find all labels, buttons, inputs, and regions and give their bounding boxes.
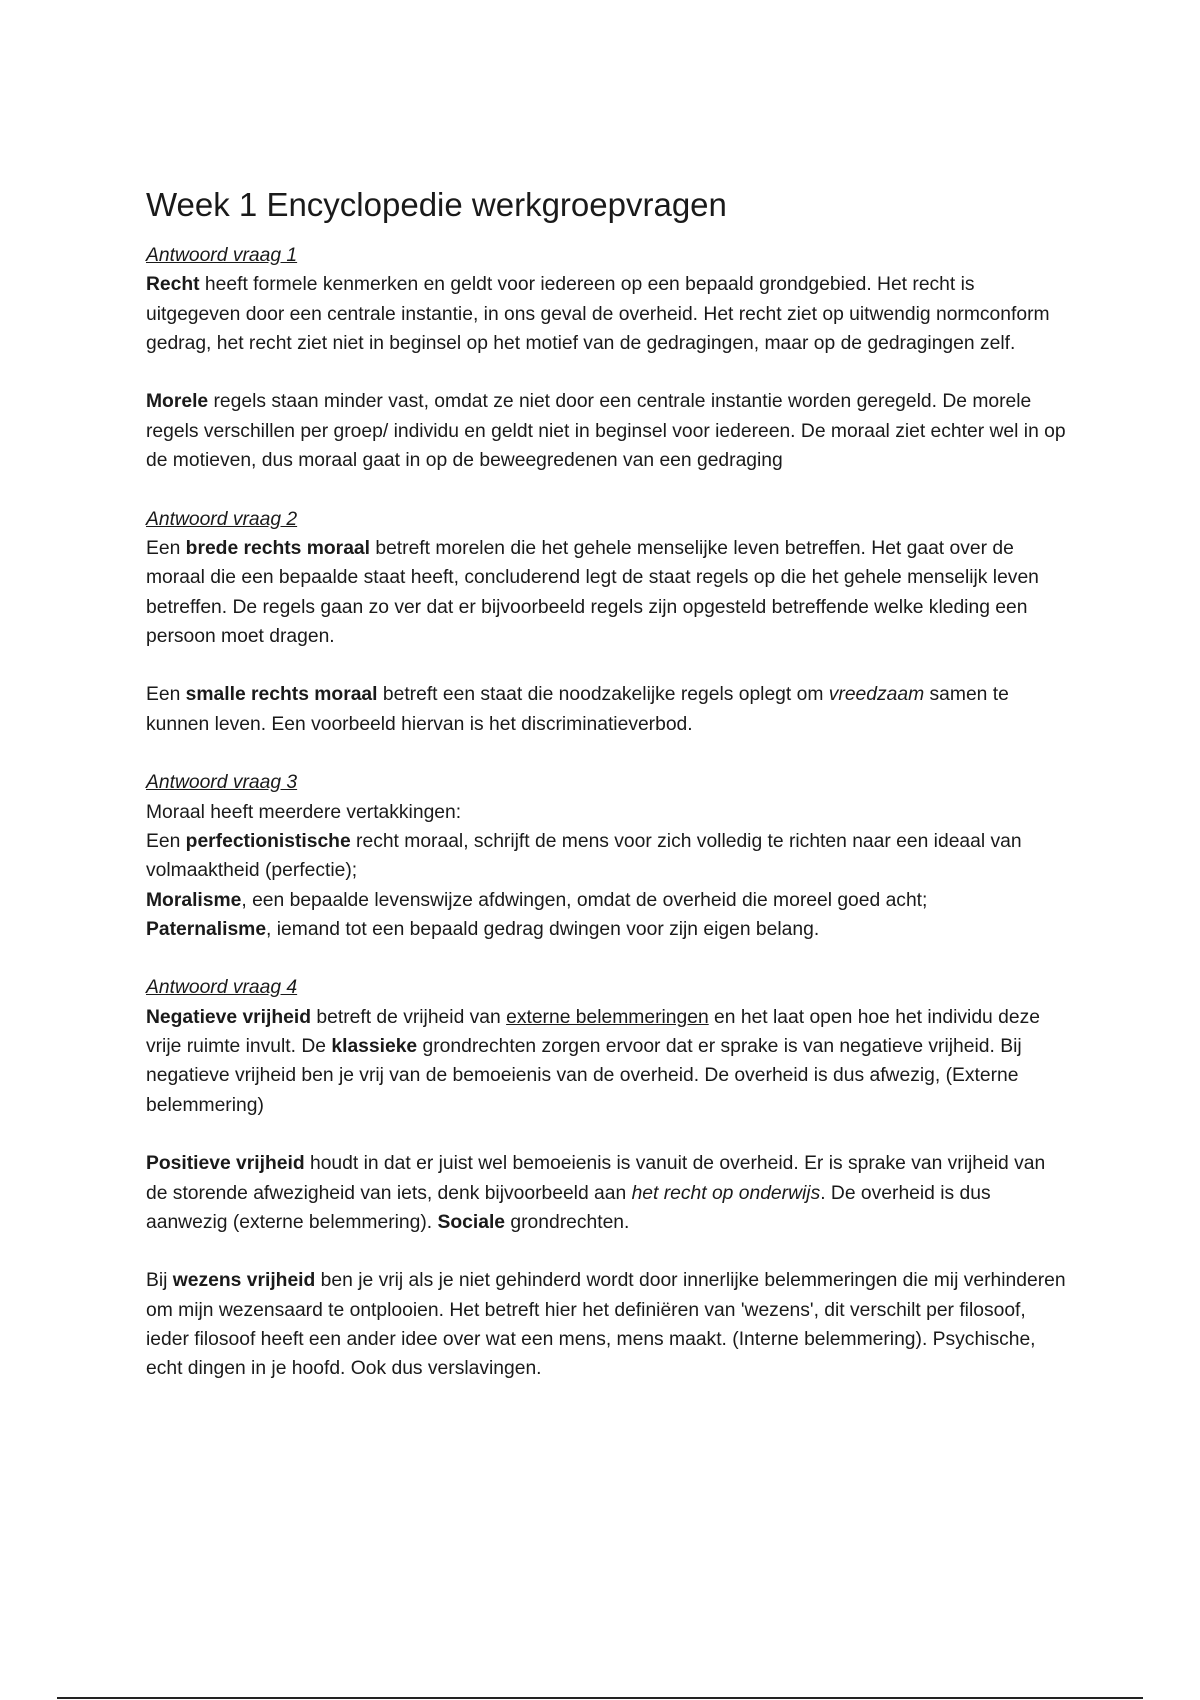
term-moralisme: Moralisme: [146, 889, 242, 911]
text-positieve-1: houdt in dat er juist wel bemoeienis is vanuit de overheid. Er is sprake van vrijheid van de storende afwezigheid van iets, denk bijvoorbeeld aan: [146, 1153, 1046, 1204]
text-smalle-1: betreft een staat die noodzakelijke regels oplegt om: [377, 684, 829, 706]
section-vraag-3: [146, 768, 1066, 944]
paragraph-recht: [146, 270, 1066, 358]
section-vraag-1: [146, 241, 1066, 475]
text-moralisme: , een bepaalde levenswijze afdwingen, omdat de overheid die moreel goed acht;: [241, 889, 928, 911]
paragraph-wezens-vrijheid: [146, 1266, 1066, 1383]
term-wezens-vrijheid: wezens vrijheid: [172, 1270, 316, 1292]
spacer: [146, 1120, 1066, 1149]
text-positieve-2: . De overheid is dus aanwezig (externe belemmering).: [146, 1182, 991, 1233]
text-een: Een: [146, 537, 186, 559]
spacer: [146, 944, 1066, 973]
item-moralisme: [146, 886, 1066, 915]
text-negatieve-2: en het laat open hoe het individu deze vrije ruimte invult. De: [146, 1006, 1040, 1058]
term-klassieke: klassieke: [331, 1036, 418, 1058]
item-paternalisme: [146, 915, 1066, 944]
document-page: [146, 183, 1066, 1384]
text-recht: heeft formele kenmerken en geldt voor iedereen op een bepaald grondgebied. Het recht is uitgegeven door een centrale instantie, in ons geval de overheid. Het recht ziet op uitwendig normconform gedrag, het recht ziet niet in beginsel op het motief van de gedragingen, maar op de gedragingen zelf.: [146, 274, 1050, 354]
text-negatieve-3: grondrechten zorgen ervoor dat er sprake is van negatieve vrijheid. Bij negatieve vrijheid ben je vrij van de bemoeienis van de overheid. De overheid is dus afwezig, (Externe belemmering): [146, 1036, 1022, 1116]
section-vraag-2: [146, 505, 1066, 739]
item-perfectionistische: [146, 827, 1066, 886]
paragraph-smalle-rechts-moraal: [146, 680, 1066, 739]
paragraph-brede-rechts-moraal: [146, 534, 1066, 651]
paragraph-morele: [146, 387, 1066, 475]
text-een: Een: [146, 684, 186, 706]
term-perfectionistische: perfectionistische: [185, 830, 351, 852]
term-recht: Recht: [146, 274, 200, 296]
term-sociale: Sociale: [437, 1211, 506, 1233]
text-paternalisme: , iemand tot een bepaald gedrag dwingen voor zijn eigen belang.: [266, 918, 820, 940]
text-een: Een: [146, 830, 186, 852]
term-paternalisme: Paternalisme: [146, 918, 267, 940]
text-perfectionistische: recht moraal, schrijft de mens voor zich volledig te richten naar een ideaal van volmaaktheid (perfectie);: [146, 830, 1022, 882]
paragraph-positieve-vrijheid: [146, 1149, 1066, 1237]
heading-vraag-2: Antwoord vraag 2: [146, 508, 298, 530]
term-morele: Morele: [146, 391, 209, 413]
heading-vraag-3: Antwoord vraag 3: [146, 772, 298, 794]
term-negatieve-vrijheid: Negatieve vrijheid: [146, 1006, 312, 1028]
text-positieve-3: grondrechten.: [505, 1211, 630, 1233]
term-positieve-vrijheid: Positieve vrijheid: [146, 1153, 305, 1175]
text-wezens: ben je vrij als je niet gehinderd wordt door innerlijke belemmeringen die mij verhinderen om mijn wezensaard te ontplooien. Het betreft hier het definiëren van 'wezens', dit verschilt per filosoof, ieder filosoof heeft een ander idee over wat een mens, mens maakt. (Interne belemmering). Psychische, echt dingen in je hoofd. Ook dus verslavingen.: [146, 1270, 1066, 1380]
text-morele: regels staan minder vast, omdat ze niet door een centrale instantie worden geregeld. De morele regels verschillen per groep/ individu en geldt niet in beginsel voor iedereen. De moraal ziet echter wel in op de motieven, dus moraal gaat in op de beweegredenen van een gedraging: [146, 391, 1066, 472]
heading-vraag-4: Antwoord vraag 4: [146, 977, 298, 999]
text-bij: Bij: [146, 1270, 173, 1292]
text-negatieve-1: betreft de vrijheid van: [311, 1006, 507, 1028]
bottom-divider: [57, 1697, 1143, 1699]
emphasis-recht-op-onderwijs: het recht op onderwijs: [631, 1182, 821, 1204]
section-vraag-4: [146, 973, 1066, 1383]
text-brede: betreft morelen die het gehele menselijke leven betreffen. Het gaat over de moraal die een bepaalde staat heeft, concluderend legt de staat regels op die het gehele menselijk leven betreffen. De regels gaan zo ver dat er bijvoorbeeld regels zijn opgesteld betreffende welke kleding een persoon moet dragen.: [146, 537, 1039, 647]
spacer: [146, 651, 1066, 680]
term-smalle-rechts-moraal: smalle rechts moraal: [185, 684, 378, 706]
heading-vraag-1: Antwoord vraag 1: [146, 245, 298, 266]
text-smalle-2: samen te kunnen leven. Een voorbeeld hiervan is het discriminatieverbod.: [146, 684, 1009, 735]
paragraph-negatieve-vrijheid: [146, 1003, 1066, 1120]
spacer: [146, 475, 1066, 504]
spacer: [146, 358, 1066, 387]
emphasis-vreedzaam: vreedzaam: [828, 684, 925, 706]
spacer: [146, 739, 1066, 768]
term-brede-rechts-moraal: brede rechts moraal: [185, 537, 370, 559]
underline-externe-belemmeringen: externe belemmeringen: [506, 1006, 709, 1028]
spacer: [146, 1237, 1066, 1266]
paragraph-moraal-intro: Moraal heeft meerdere vertakkingen:: [146, 801, 462, 823]
document-title: Week 1 Encyclopedie werkgroepvragen: [146, 186, 727, 223]
